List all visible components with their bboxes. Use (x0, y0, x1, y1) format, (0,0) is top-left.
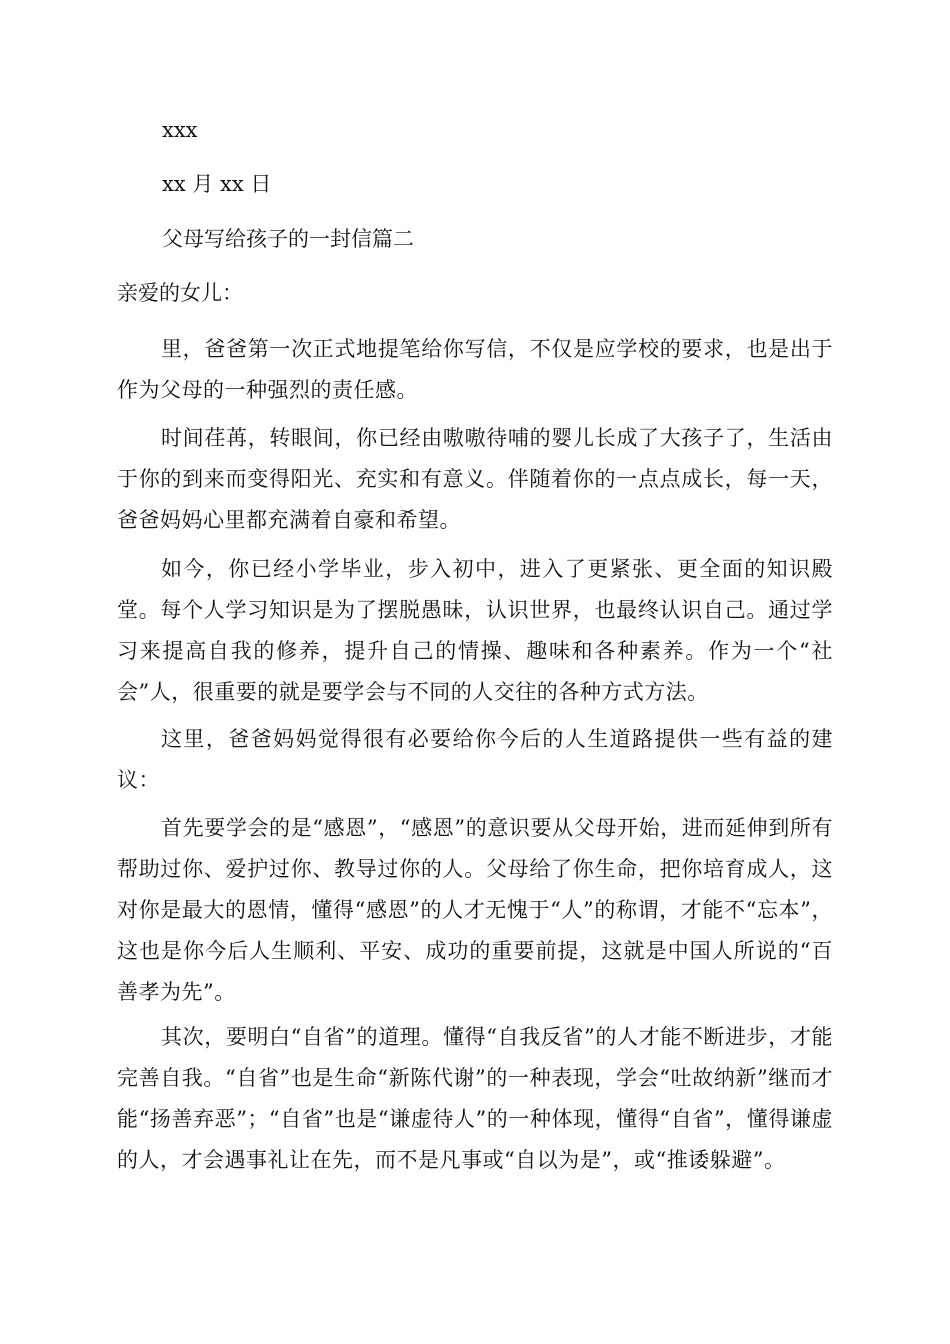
paragraph-3: 如今，你已经小学毕业，步入初中，进入了更紧张、更全面的知识殿堂。每个人学习知识是为了摆脱愚昧，认识世界，也最终认识自己。通过学习来提高自我的修养，提升自己的情操、趣味和各种素养。作为一个“社会”人，很重要的就是要学会与不同的人交往的各种方式方法。 (117, 557, 833, 704)
paragraph-1: 里，爸爸第一次正式地提笔给你写信，不仅是应学校的要求，也是出于作为父母的一种强烈的责任感。 (117, 337, 833, 402)
section-title: 父母写给孩子的一封信篇二 (162, 227, 414, 251)
signature: xxx (162, 118, 198, 142)
paragraph-5: 首先要学会的是“感恩”，“感恩”的意识要从父母开始，进而延伸到所有帮助过你、爱护过你、教导过你的人。父母给了你生命，把你培育成人，这对你是最大的恩情，懂得“感恩”的人才无愧于“人”的称谓，才能不“忘本”，这也是你今后人生顺利、平安、成功的重要前提，这就是中国人所说的“百善孝为先”。 (117, 816, 833, 1004)
date: xx 月 xx 日 (162, 172, 272, 196)
salutation: 亲爱的女儿： (117, 281, 243, 305)
paragraph-2: 时间荏苒，转眼间，你已经由嗷嗷待哺的婴儿长成了大孩子了，生活由于你的到来而变得阳光、充实和有意义。伴随着你的一点点成长，每一天，爸爸妈妈心里都充满着自豪和希望。 (117, 426, 833, 532)
paragraph-4: 这里，爸爸妈妈觉得很有必要给你今后的人生道路提供一些有益的建议： (117, 727, 833, 792)
paragraph-6: 其次，要明白“自省”的道理。懂得“自我反省”的人才能不断进步，才能完善自我。“自省”也是生命“新陈代谢”的一种表现，学会“吐故纳新”继而才能“扬善弃恶”；“自省”也是“谦虚待人”的一种体现，懂得“自省”，懂得谦虚的人，才会遇事礼让在先，而不是凡事或“自以为是”，或“推诿躲避”。 (117, 1025, 833, 1172)
